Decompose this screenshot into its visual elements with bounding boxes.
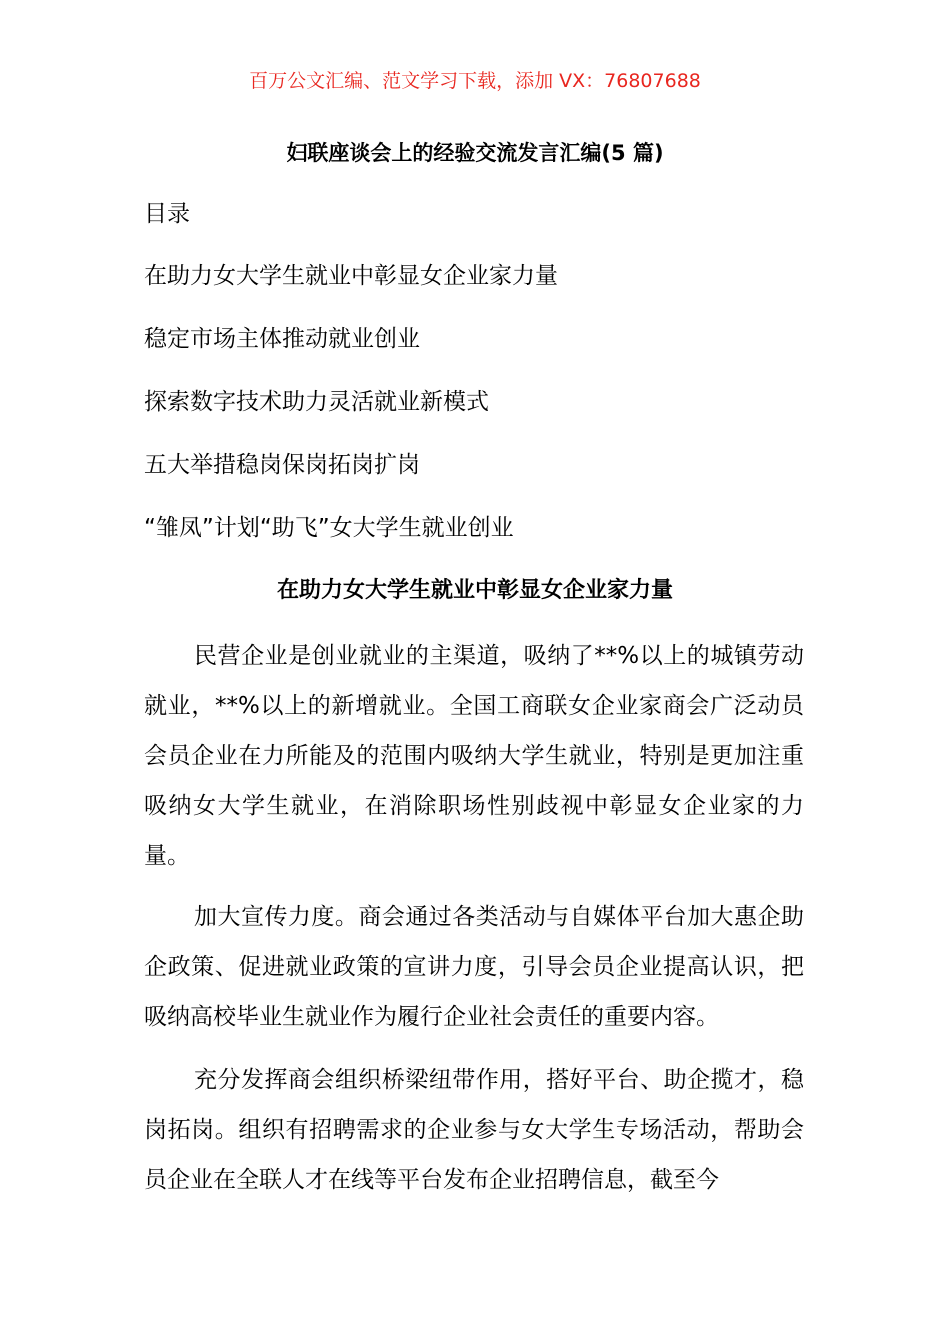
document-title: 妇联座谈会上的经验交流发言汇编(5 篇) <box>286 141 664 165</box>
toc-heading: 目录 <box>144 201 190 227</box>
section-title: 在助力女大学生就业中彰显女企业家力量 <box>276 578 673 603</box>
body-paragraph: 加大宣传力度。商会通过各类活动与自媒体平台加大惠企助企政策、促进就业政策的宣讲力度，引导会员企业提高认识，把吸纳高校毕业生就业作为履行企业社会责任的重要内容。 <box>144 904 804 1030</box>
header-promo-note: 百万公文汇编、范文学习下载，添加 VX：76807688 <box>249 70 701 92</box>
toc-item[interactable]: “雏凤”计划“助飞”女大学生就业创业 <box>144 515 514 541</box>
table-of-contents <box>144 260 558 575</box>
toc-item[interactable]: 五大举措稳岗保岗拓岗扩岗 <box>144 452 420 478</box>
body-paragraph: 民营企业是创业就业的主渠道，吸纳了**%以上的城镇劳动就业，**%以上的新增就业。全国工商联女企业家商会广泛动员会员企业在力所能及的范围内吸纳大学生就业，特别是更加注重吸纳女大学生就业，在消除职场性别歧视中彰显女企业家的力量。 <box>144 643 804 869</box>
toc-item[interactable]: 稳定市场主体推动就业创业 <box>144 326 420 352</box>
toc-item[interactable]: 探索数字技术助力灵活就业新模式 <box>144 389 489 415</box>
body-paragraph: 充分发挥商会组织桥梁纽带作用，搭好平台、助企揽才，稳岗拓岗。组织有招聘需求的企业参与女大学生专场活动，帮助会员企业在全联人才在线等平台发布企业招聘信息，截至今 <box>144 1067 804 1193</box>
toc-item[interactable]: 在助力女大学生就业中彰显女企业家力量 <box>144 263 558 289</box>
